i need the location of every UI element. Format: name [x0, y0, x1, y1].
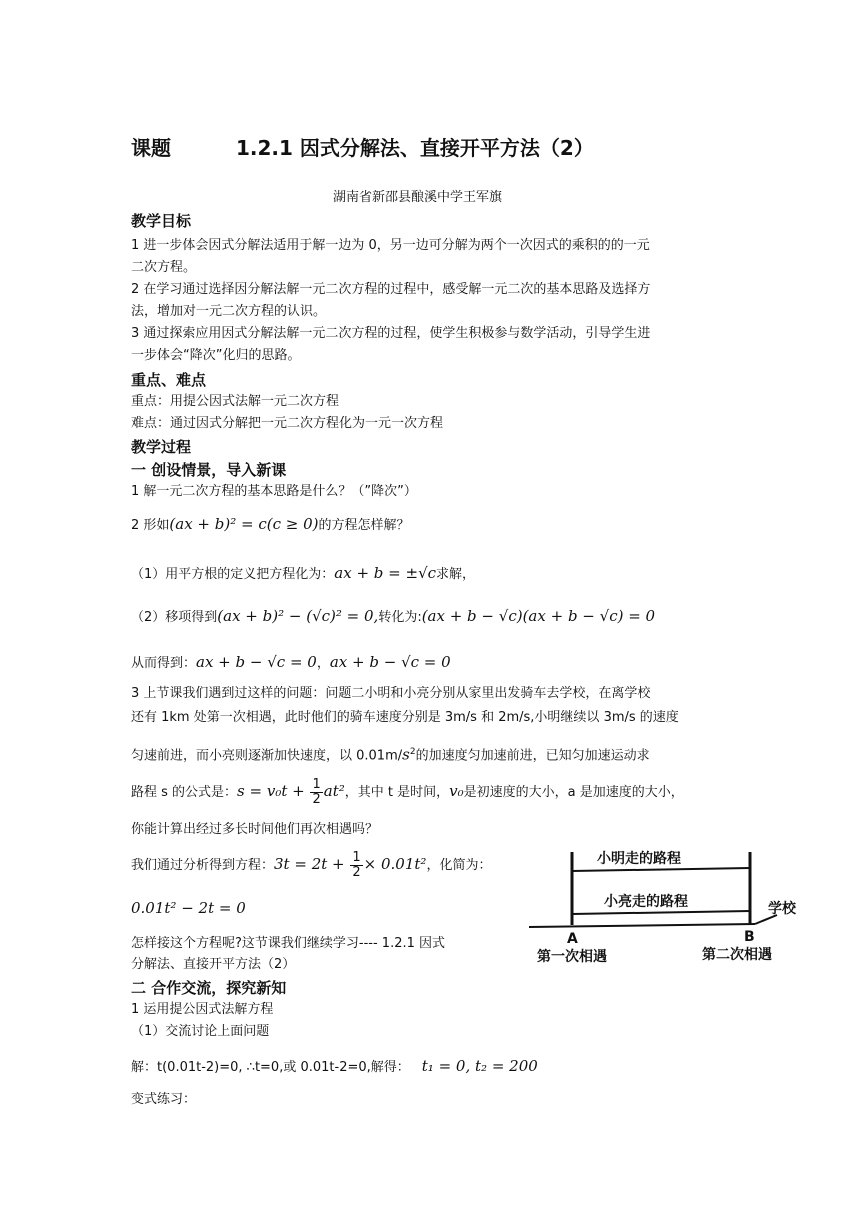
goal-2b: 法，增加对一元二次方程的认识。: [131, 304, 327, 319]
point-a-label: A: [567, 931, 578, 947]
topic-1: 1 运用提公因式法解方程: [131, 1002, 274, 1017]
solution-line: [131, 1056, 538, 1078]
method-1: [131, 563, 475, 585]
simplified-equation: 0.01t² − 2t = 0: [131, 899, 246, 917]
initial-velocity-symbol: v₀: [449, 782, 464, 800]
how-line-a: 怎样接这个方程呢?这节课我们继续学习---- 1.2.1 因式: [131, 936, 446, 951]
analysis-equation-b: × 0.01t²: [363, 855, 427, 873]
problem-3b: 还有 1km 处第一次相遇，此时他们的骑车速度分别是 3m/s 和 2m/s,小明继续以 3m/s 的速度: [131, 710, 679, 725]
goal-2a: 2 在学习通过选择因分解法解一元二次方程的过程中，感受解一元二次的基本思路及选择方: [131, 282, 651, 297]
goal-1b: 二次方程。: [131, 260, 197, 275]
title-prefix: 课题: [131, 136, 171, 160]
problem-3a: 3 上节课我们遇到过这样的问题：问题二小明和小亮分别从家里出发骑车去学校，在离学校: [131, 686, 651, 701]
analysis-fraction-denominator: 2: [352, 865, 361, 880]
school-label: 学校: [768, 901, 796, 917]
problem-3d: [131, 778, 684, 807]
distance-formula-a: s = v₀t +: [237, 782, 310, 800]
problem-3c: 匀速前进，而小亮则逐渐加快速度，以 $0.01m/s^2$的加速度匀加速前进，已知匀加速运动求: [131, 745, 650, 764]
method-1-suffix: 求解，: [436, 567, 476, 582]
analysis-equation-a: 3t = 2t +: [274, 855, 350, 873]
key-heading: 重点、难点: [131, 371, 207, 389]
then-separator: ，: [316, 656, 330, 671]
fraction-half: [310, 778, 322, 807]
section-1-heading: 一 创设情景，导入新课: [131, 461, 287, 479]
goal-3b: 一步体会“降次”化归的思路。: [131, 348, 301, 363]
question-2: [131, 514, 410, 536]
difficult-point: 难点：通过因式分解把一元二次方程化为一元一次方程: [131, 416, 444, 431]
equation-form: (ax + b)² = c(c ≥ 0): [169, 515, 319, 533]
liang-path-line: [572, 911, 750, 914]
variant-exercise: 变式练习：: [131, 1092, 197, 1107]
point-b-label: B: [744, 929, 755, 945]
ming-path-line: [572, 868, 750, 871]
goal-3a: 3 通过探索应用因式分解法解一元二次方程的过程，使学生积极参与数学活动，引导学生进: [131, 326, 651, 341]
fraction-numerator: 1: [312, 777, 321, 792]
unit-s: s: [402, 745, 410, 764]
fraction-denominator: 2: [312, 792, 321, 807]
liang-path-label: 小亮走的路程: [604, 894, 688, 910]
method-2-equation-2: (ax + b − √c)(ax + b − √c) = 0: [421, 607, 656, 625]
problem-3d-mid: ，其中 t 是时间，: [344, 785, 450, 800]
analysis-prefix: 我们通过分析得到方程：: [131, 858, 275, 873]
second-meeting-label: 第二次相遇: [702, 947, 772, 963]
question-2-suffix: 的方程怎样解？: [318, 518, 410, 533]
author-line: 湖南省新邵县酿溪中学王军旗: [333, 190, 503, 205]
ming-path-label: 小明走的路程: [597, 851, 681, 867]
analysis-fraction-numerator: 1: [352, 850, 361, 865]
page-title: 1.2.1 因式分解法、直接开平方法（2）: [236, 136, 594, 160]
first-meeting-label: 第一次相遇: [537, 949, 607, 965]
topic-1a: （1）交流讨论上面问题: [131, 1024, 270, 1039]
problem-3c-suffix: 的加速度匀加速前进，已知匀加速运动求: [415, 748, 650, 764]
then-line: [131, 652, 451, 674]
problem-3c-prefix: 匀速前进，而小亮则逐渐加快速度，以 0.01m/: [131, 748, 403, 764]
question-1: 1 解一元二次方程的基本思路是什么？（”降次”）: [131, 484, 417, 499]
solution-roots: t₁ = 0, t₂ = 200: [421, 1057, 538, 1075]
road-line: [529, 924, 755, 927]
analysis-fraction: [350, 851, 362, 880]
analysis-line: [131, 851, 491, 880]
problem-3d-suffix: 是初速度的大小，a 是加速度的大小，: [463, 785, 684, 800]
how-line-b: 分解法、直接开平方法（2）: [131, 957, 296, 972]
method-1-prefix: （1）用平方根的定义把方程化为：: [131, 567, 335, 582]
problem-3e: 你能计算出经过多长时间他们再次相遇吗？: [131, 822, 379, 837]
analysis-suffix: ，化简为：: [426, 858, 492, 873]
method-2: [131, 606, 655, 628]
goal-1a: 1 进一步体会因式分解法适用于解一边为 0，另一边可分解为两个一次因式的乘积的的一元: [131, 238, 650, 253]
goals-heading: 教学目标: [131, 212, 192, 230]
then-equation-1: ax + b − √c = 0: [196, 653, 317, 671]
problem-3d-prefix: 路程 s 的公式是：: [131, 785, 238, 800]
then-equation-2: ax + b − √c = 0: [329, 653, 451, 671]
method-2-mid: 转化为:: [378, 610, 422, 625]
then-prefix: 从而得到：: [131, 656, 197, 671]
key-point: 重点：用提公因式法解一元二次方程: [131, 394, 340, 409]
method-1-equation: ax + b = ±√c: [334, 564, 437, 582]
distance-formula-b: at²: [323, 782, 345, 800]
solution-prefix: 解：t(0.01t-2)=0, ∴t=0,或 0.01t-2=0,解得：: [131, 1060, 410, 1075]
section-2-heading: 二 合作交流，探究新知: [131, 979, 287, 997]
question-2-prefix: 2 形如: [131, 518, 170, 533]
method-2-prefix: （2）移项得到: [131, 610, 218, 625]
method-2-equation-1: (ax + b)² − (√c)² = 0,: [217, 607, 379, 625]
process-heading: 教学过程: [131, 438, 192, 456]
